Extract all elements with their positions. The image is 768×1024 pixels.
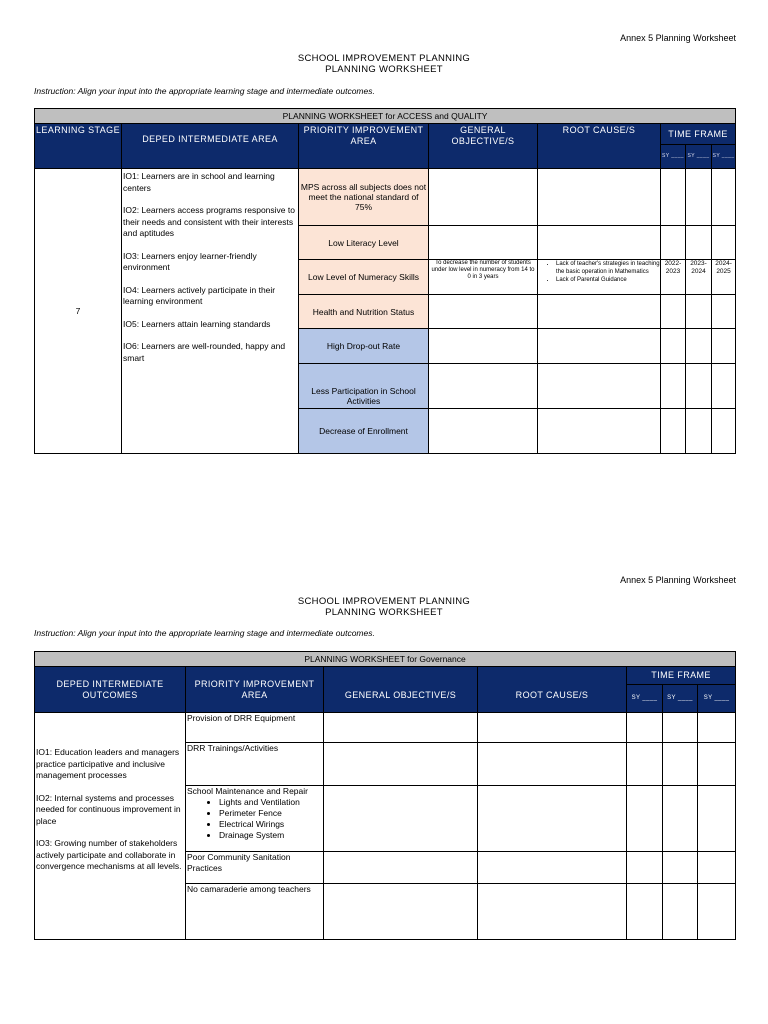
- title-line-1: SCHOOL IMPROVEMENT PLANNING: [297, 53, 471, 64]
- worksheet-title-2: PLANNING WORKSHEET for Governance: [35, 652, 736, 667]
- governance-worksheet: [34, 651, 736, 940]
- priority-enrollment: Decrease of Enrollment: [299, 409, 429, 454]
- doc-title-2: [0, 596, 768, 618]
- outcome-io2: IO2: Learners access programs responsive to their needs and consistent with their interests and aptitudes: [123, 205, 295, 238]
- worksheet-title: PLANNING WORKSHEET for ACCESS and QUALITY: [35, 109, 736, 124]
- annex-label-2: Annex 5 Planning Worksheet: [620, 575, 736, 585]
- header-sy-2: SY ____: [663, 685, 698, 713]
- maintenance-item: • Drainage System: [219, 830, 323, 841]
- priority-dropout: High Drop-out Rate: [299, 329, 429, 364]
- governance-outcomes: [35, 713, 186, 940]
- root-cause-2: • Lack of Parental Guidance: [556, 276, 660, 284]
- maintenance-item: • Perimeter Fence: [219, 808, 323, 819]
- numeracy-year-1: 2022-2023: [661, 260, 686, 295]
- header-sy-1: SY ____: [627, 685, 663, 713]
- outcome-io3: IO3: Learners enjoy learner-friendly environment: [123, 250, 257, 272]
- priority-camaraderie: No camaraderie among teachers: [186, 884, 324, 940]
- numeracy-objective: To decrease the number of students under low level in numeracy from 14 to 0 in 3 years: [429, 260, 538, 295]
- priority-drr-trainings: DRR Trainings/Activities: [186, 743, 324, 786]
- outcome-io1: IO1: Learners are in school and learning centers: [123, 171, 275, 193]
- priority-drr-equipment: Provision of DRR Equipment: [186, 713, 324, 743]
- priority-participation: Less Participation in School Activities: [299, 364, 429, 409]
- header-deped-area: DEPED INTERMEDIATE AREA: [122, 124, 299, 169]
- priority-health: Health and Nutrition Status: [299, 295, 429, 329]
- header-time-frame-2: TIME FRAME: [627, 667, 736, 685]
- title-line-2: PLANNING WORKSHEET: [325, 607, 443, 618]
- outcome-io1: IO1: Education leaders and managers practice participative and inclusive management processes: [36, 747, 180, 780]
- priority-numeracy: Low Level of Numeracy Skills: [299, 260, 429, 295]
- header-priority-area: PRIORITY IMPROVEMENT AREA: [299, 124, 429, 169]
- numeracy-year-3: 2024-2025: [712, 260, 736, 295]
- header-root-cause: ROOT CAUSE/S: [538, 124, 661, 169]
- header-time-frame: TIME FRAME: [661, 124, 736, 145]
- header-sy-3: SY ____: [712, 145, 736, 169]
- maintenance-label: School Maintenance and Repair: [187, 786, 308, 796]
- instruction-text-2: Instruction: Align your input into the appropriate learning stage and intermediate outcomes.: [34, 628, 375, 638]
- header-general-objective-2: GENERAL OBJECTIVE/S: [324, 667, 478, 713]
- header-sy-3: SY ____: [698, 685, 736, 713]
- numeracy-year-2: 2023-2024: [686, 260, 712, 295]
- priority-sanitation: Poor Community Sanitation Practices: [186, 852, 324, 884]
- header-sy-1: SY ____: [661, 145, 686, 169]
- priority-literacy: Low Literacy Level: [299, 226, 429, 260]
- learning-stage-value: 7: [35, 169, 122, 454]
- instruction-text: Instruction: Align your input into the appropriate learning stage and intermediate outcomes.: [34, 86, 375, 96]
- header-priority-area-2: PRIORITY IMPROVEMENT AREA: [186, 667, 324, 713]
- root-cause-1: • Lack of teacher's strategies in teaching the basic operation in Mathematics: [556, 260, 660, 276]
- maintenance-item: • Lights and Ventilation: [219, 797, 323, 808]
- priority-mps: MPS across all subjects does not meet the national standard of 75%: [299, 169, 429, 226]
- header-outcomes: DEPED INTERMEDIATE OUTCOMES: [35, 667, 186, 713]
- header-general-objective: GENERAL OBJECTIVE/S: [429, 124, 538, 169]
- header-sy-2: SY ____: [686, 145, 712, 169]
- annex-label: Annex 5 Planning Worksheet: [620, 33, 736, 43]
- header-learning-stage: LEARNING STAGE: [35, 124, 122, 169]
- maintenance-item: • Electrical Wirings: [219, 819, 323, 830]
- outcome-io4: IO4: Learners actively participate in their learning environment: [123, 284, 276, 306]
- title-line-2: PLANNING WORKSHEET: [325, 64, 443, 75]
- doc-title: [0, 53, 768, 75]
- intermediate-outcomes: [122, 169, 299, 454]
- outcome-io3: IO3: Growing number of stakeholders actively participate and collaborate in convergence mechanisms at all levels.: [36, 838, 182, 871]
- priority-maintenance: [186, 786, 324, 852]
- access-quality-worksheet: [34, 108, 736, 454]
- outcome-io6: IO6: Learners are well-rounded, happy and smart: [123, 341, 286, 363]
- title-line-1: SCHOOL IMPROVEMENT PLANNING: [297, 596, 471, 607]
- outcome-io2: IO2: Internal systems and processes needed for continuous improvement in place: [36, 792, 181, 826]
- header-root-cause-2: ROOT CAUSE/S: [478, 667, 627, 713]
- outcome-io5: IO5: Learners attain learning standards: [123, 318, 271, 329]
- numeracy-root-causes: [538, 260, 661, 295]
